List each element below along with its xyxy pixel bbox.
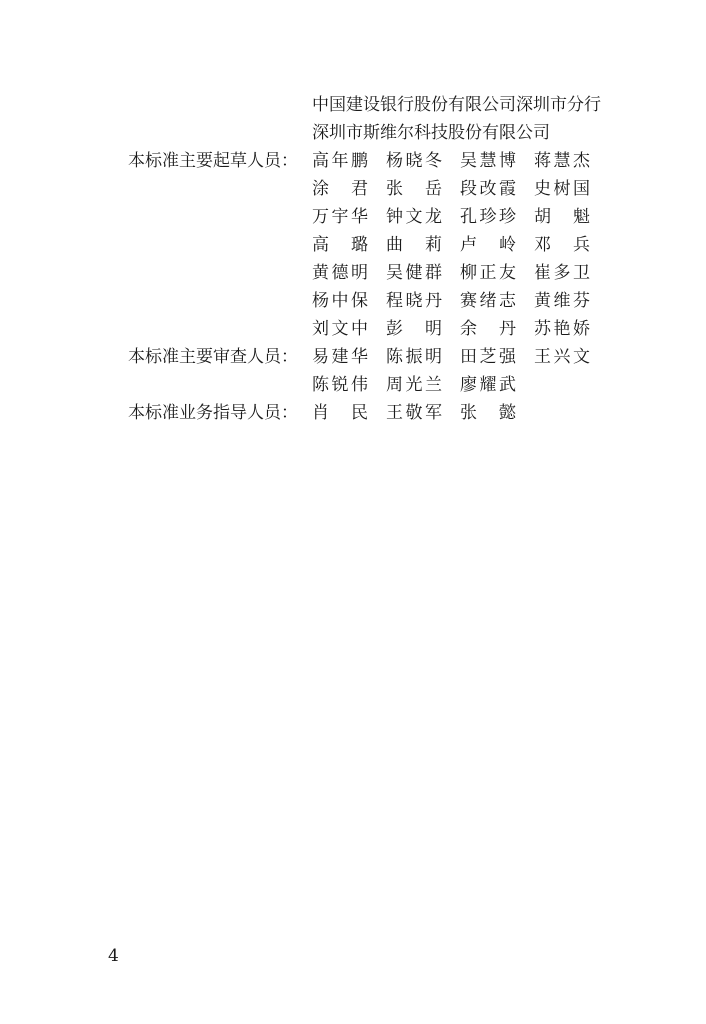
person-name: 赛 绪 志 [460,291,516,311]
person-name: 程 晓 丹 [386,291,442,311]
person-name: 柳 正 友 [460,263,516,283]
person-name: 黄 维 芬 [534,291,590,311]
person-name: 钟 文 龙 [386,207,442,227]
person-name: 邓 兵 [534,235,590,255]
person-name: 崔 多 卫 [534,263,590,283]
person-name: 张 岳 [386,179,442,199]
person-name: 孔 珍 珍 [460,207,516,227]
person-name: 廖 耀 武 [460,375,516,395]
person-name: 陈 锐 伟 [312,375,368,395]
person-name: 黄 德 明 [312,263,368,283]
person-name: 肖 民 [312,403,368,423]
role-label: 本标准主要起草人员： [128,151,298,171]
person-name: 段 改 霞 [460,179,516,199]
person-name: 刘 文 中 [312,319,368,339]
person-name: 陈 振 明 [386,347,442,367]
person-name: 卢 岭 [460,235,516,255]
person-name: 史 树 国 [534,179,590,199]
person-name: 杨 中 保 [312,291,368,311]
person-name: 田 芝 强 [460,347,516,367]
person-name: 吴 健 群 [386,263,442,283]
person-name: 苏 艳 娇 [534,319,590,339]
person-name: 余 丹 [460,319,516,339]
person-name: 彭 明 [386,319,442,339]
person-name: 易 建 华 [312,347,368,367]
person-name: 胡 魁 [534,207,590,227]
person-name: 蒋 慧 杰 [534,151,590,171]
role-label: 本标准业务指导人员： [128,403,298,423]
person-name: 张 懿 [460,403,516,423]
person-name: 杨 晓 冬 [386,151,442,171]
page-number: 4 [108,946,119,966]
person-name: 曲 莉 [386,235,442,255]
person-name: 王 敬 军 [386,403,442,423]
organization-line: 深圳市斯维尔科技股份有限公司 [312,123,550,143]
person-name: 高 年 鹏 [312,151,368,171]
person-name: 高 璐 [312,235,368,255]
person-name: 周 光 兰 [386,375,442,395]
person-name: 吴 慧 博 [460,151,516,171]
organization-line: 中国建设银行股份有限公司深圳市分行 [312,95,601,115]
person-name: 万 宇 华 [312,207,368,227]
role-label: 本标准主要审查人员： [128,347,298,367]
person-name: 涂 君 [312,179,368,199]
person-name: 王 兴 文 [534,347,590,367]
